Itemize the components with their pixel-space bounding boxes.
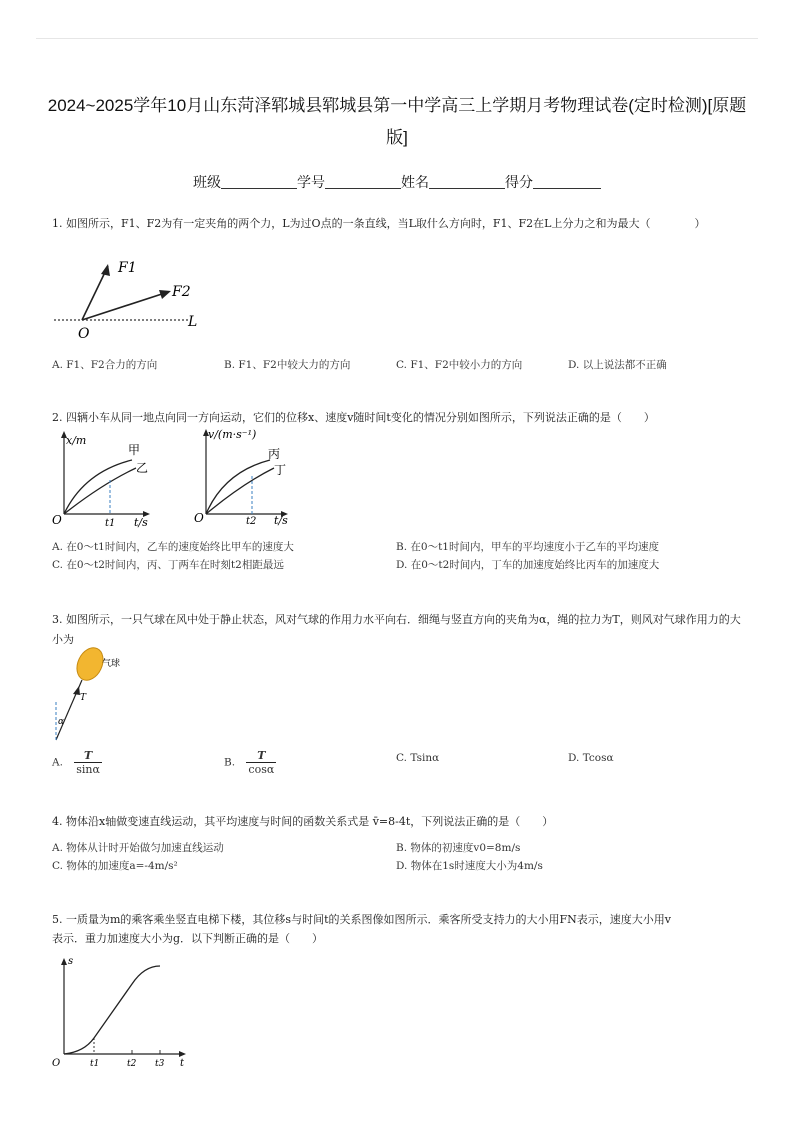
vt-origin-label: O: [194, 511, 204, 525]
label-ding: 丁: [274, 463, 287, 477]
top-divider: [36, 38, 758, 39]
id-label: 学号: [297, 174, 325, 190]
s-axis-label: s: [68, 956, 74, 967]
q1-option-a[interactable]: A. F1、F2合力的方向: [52, 359, 158, 371]
class-blank[interactable]: [221, 174, 297, 189]
id-blank[interactable]: [325, 174, 401, 189]
vt-xaxis-label: t/s: [274, 514, 288, 527]
s-t-curve: [64, 966, 160, 1054]
name-label: 姓名: [401, 174, 429, 190]
f2-label: F2: [172, 284, 191, 300]
q2-option-d[interactable]: D. 在0～t2时间内，丁车的加速度始终比丙车的加速度大: [396, 559, 660, 571]
score-blank[interactable]: [533, 174, 601, 189]
balloon-label: 气球: [102, 659, 121, 669]
force-f1-arrowhead: [101, 264, 110, 276]
q3-option-d[interactable]: D. Tcosα: [568, 752, 614, 764]
q4-option-d[interactable]: D. 物体在1s时速度大小为4m/s: [396, 860, 543, 872]
question-2-figure-vt: [188, 424, 298, 530]
question-3-figure: [48, 644, 138, 744]
title-line-2: 版]: [386, 128, 408, 147]
student-info-row: [0, 172, 794, 192]
title-line-1: 2024~2025学年10月山东菏泽郓城县郓城县第一中学高三上学期月考物理试卷(定时检测)[原题: [47, 96, 747, 115]
q2-option-c[interactable]: C. 在0～t2时间内，丙、丁两车在时刻t2相距最远: [52, 559, 284, 571]
q2-option-a[interactable]: A. 在0～t1时间内，乙车的速度始终比甲车的速度大: [52, 541, 294, 553]
q4-option-b[interactable]: B. 物体的初速度v0=8m/s: [396, 842, 521, 854]
q2-option-b[interactable]: B. 在0～t1时间内，甲车的平均速度小于乙车的平均速度: [396, 541, 659, 553]
question-2-stem: 2. 四辆小车从同一地点向同一方向运动，它们的位移x、速度v随时间t变化的情况分别如图所示，下列说法正确的是（ ）: [52, 411, 655, 424]
angle-label: α: [58, 717, 65, 727]
vt-t2-label: t2: [246, 516, 257, 527]
t1-label: t1: [90, 1059, 100, 1069]
question-4-stem: 4. 物体沿x轴做变速直线运动，其平均速度与时间的函数关系式是 v̄=8-4t，下列说法正确的是（ ）: [52, 815, 554, 828]
line-label: L: [188, 314, 198, 330]
name-blank[interactable]: [429, 174, 505, 189]
question-5-figure: [48, 950, 198, 1072]
t3-label: t3: [155, 1059, 165, 1069]
xt-xaxis-label: t/s: [134, 516, 148, 529]
tension-label: T: [80, 693, 87, 703]
f1-label: F1: [118, 260, 137, 276]
q3-option-c[interactable]: C. Tsinα: [396, 752, 440, 764]
xt-t1-label: t1: [105, 518, 116, 529]
force-f2-arrowhead: [159, 290, 171, 299]
t-axis-label: t: [180, 1058, 185, 1069]
xt-origin-label: O: [52, 513, 62, 527]
question-3-stem: 3. 如图所示，一只气球在风中处于静止状态，风对气球的作用力水平向右．细绳与竖直方向的夹角为α，绳的拉力为T，则风对气球作用力的大小为: [52, 613, 741, 646]
label-yi: 乙: [136, 461, 149, 475]
question-1-stem: 1. 如图所示，F1、F2为有一定夹角的两个力，L为过O点的一条直线，当L取什么方向时，F1、F2在L上分力之和为最大（ ）: [52, 217, 706, 230]
q1-option-c[interactable]: C. F1、F2中较小力的方向: [396, 359, 523, 371]
vt-yaxis-label: v/(m·s⁻¹): [208, 428, 257, 441]
q1-option-d[interactable]: D. 以上说法都不正确: [568, 359, 667, 371]
force-f2-arrow: [82, 292, 168, 320]
score-label: 得分: [505, 174, 533, 190]
t2-label: t2: [127, 1059, 137, 1069]
q3-option-a[interactable]: A. $\frac{T}{\sin\alpha}$: [52, 749, 100, 776]
question-1-figure: [48, 254, 218, 344]
origin-label: O: [52, 1058, 61, 1069]
question-5-stem-line-1: 5. 一质量为m的乘客乘坐竖直电梯下楼，其位移s与时间t的关系图像如图所示．乘客所受支持力的大小用FN表示，速度大小用v: [52, 913, 671, 926]
curve-yi: [64, 468, 136, 514]
q4-option-a[interactable]: A. 物体从计时开始做匀加速直线运动: [52, 842, 224, 854]
class-label: 班级: [193, 174, 221, 190]
q3-option-b[interactable]: B. $\frac{T}{\cos\alpha}$: [224, 749, 275, 776]
xt-yaxis-label: x/m: [66, 434, 87, 447]
question-5-stem-line-2: 表示．重力加速度大小为g．以下判断正确的是（ ）: [52, 932, 324, 945]
origin-label: O: [78, 326, 90, 342]
curve-ding: [206, 468, 274, 514]
label-jia: 甲: [128, 443, 141, 457]
q4-option-c[interactable]: C. 物体的加速度a=-4m/s²: [52, 860, 178, 872]
label-bing: 丙: [268, 447, 281, 461]
question-2-figure-xt: [50, 428, 160, 530]
q1-option-b[interactable]: B. F1、F2中较大力的方向: [224, 359, 351, 371]
page-title: [30, 90, 764, 154]
